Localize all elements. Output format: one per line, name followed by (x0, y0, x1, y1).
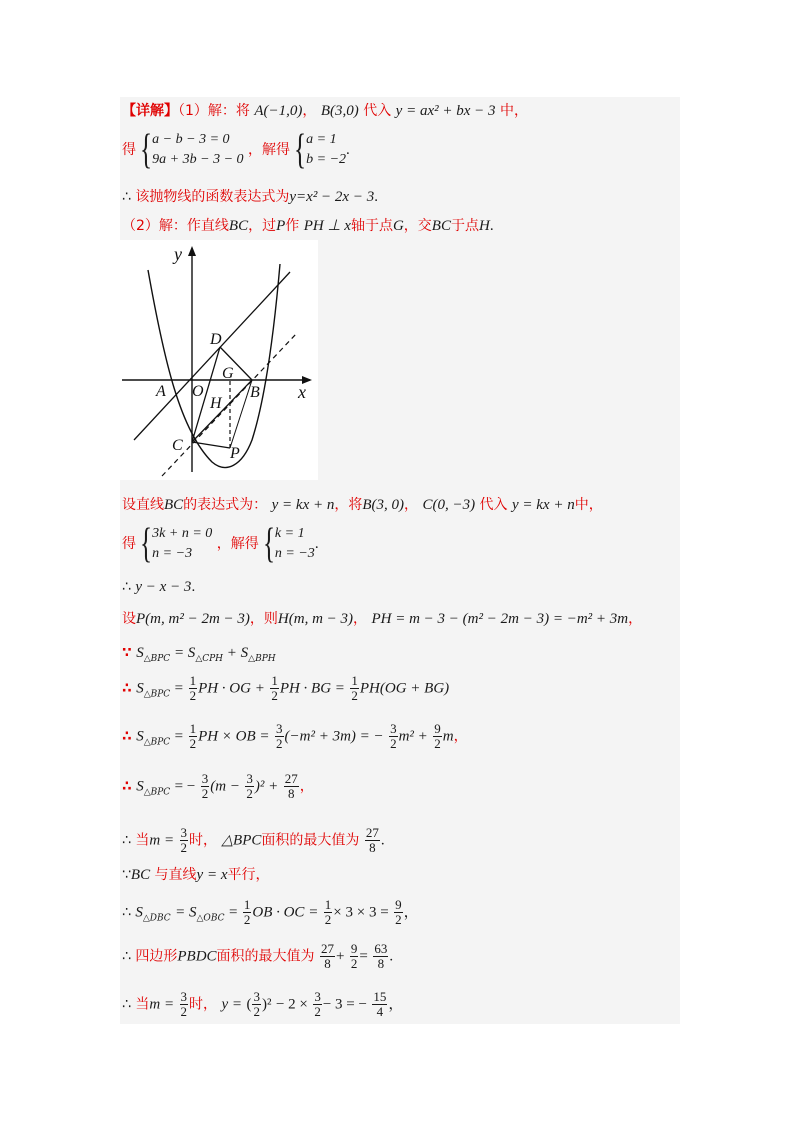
label-d: D (210, 331, 222, 348)
line-part2-construction: （2）解：作直线BC，过P作 PH ⊥ x轴于点G，交BC于点H. (122, 218, 494, 234)
label-c: C (172, 437, 183, 454)
line-parallel: ∵BC 与直线y = x平行， (122, 867, 270, 883)
line-max-pbdc: ∴ 四边形PBDC面积的最大值为 $\frac{27}{8}$ + $\frac{9}{2}$ = $\frac{63}{8}$ . (122, 941, 394, 971)
brace-icon: { (140, 521, 153, 567)
line-bc-system: 得{ 3k + n = 0 n = −3 ，解得{ k = 1 n = −3 . (122, 521, 319, 567)
line-area-vertex: ∴ $S_{\triangle BPC}$ = − $\frac{3}{2}$ (m − $\frac{3}{2}$ )² + $\frac{27}{8}$ ， (122, 771, 314, 801)
line-area-expand: ∴ $S_{\triangle BPC}$ = $\frac{1}{2}$ PH · OG + $\frac{1}{2}$ PH · BG = $\frac{1}{2}$ PH(OG + BG) (122, 673, 450, 703)
label-a: A (156, 383, 166, 400)
parabola-figure (118, 240, 318, 480)
line-area-sum: ∵ $S_{\triangle BPC} = S_{\triangle CPH} + S_{\triangle BPH}$ (122, 645, 276, 664)
label-g: G (222, 365, 234, 382)
label-x: x (298, 382, 306, 402)
line-y-value: ∴ 当m = $\frac{3}{2}$ 时， y = ( $\frac{3}{2}$ )² − 2 × $\frac{3}{2}$ − 3 = − $\frac{15}{4}$ ， (122, 989, 404, 1019)
line-bc-result: ∴ y − x − 3. (122, 579, 196, 595)
line-set-p: 设P(m, m² − 2m − 3)，则H(m, m − 3)， PH = m − 3 − (m² − 2m − 3) = −m² + 3m， (122, 611, 643, 627)
brace-icon: { (262, 521, 275, 567)
label-y: y (174, 244, 182, 264)
line-area-dbc: ∴ $S_{\triangle DBC} = S_{\triangle OBC}$ = $\frac{1}{2}$ OB · OC = $\frac{1}{2}$ × 3 × 3 = $\frac{9}{2}$ ， (122, 897, 419, 927)
line-part1-system: 得{ a − b − 3 = 0 9a + 3b − 3 − 0 ，解得{ a = 1 b = −2 . (122, 127, 350, 173)
line-part1-result: ∴ 该抛物线的函数表达式为y=x² − 2x − 3. (122, 189, 378, 205)
label-h: H (210, 395, 222, 412)
line-bc-expression: 设直线BC的表达式为： y = kx + n，将B(3, 0)， C(0, −3) 代入 y = kx + n中， (122, 497, 603, 513)
label-p: P (230, 445, 240, 462)
line-part1-intro: 【详解】（1）解：将 A(−1,0)， B(3,0) 代入 y = ax² + bx − 3 中， (122, 103, 528, 119)
line-max-bpc: ∴ 当m = $\frac{3}{2}$ 时， △BPC面积的最大值为 $\frac{27}{8}$ . (122, 825, 385, 855)
brace-icon: { (294, 127, 307, 173)
label-o: O (192, 383, 204, 400)
line-area-poly: ∴ $S_{\triangle BPC}$ = $\frac{1}{2}$ PH × OB = $\frac{3}{2}$ (−m² + 3m) = − $\frac{3}{2}$ m² + $\frac{9}{2}$ m， (122, 721, 468, 751)
label-b: B (250, 384, 260, 401)
brace-icon: { (140, 127, 153, 173)
